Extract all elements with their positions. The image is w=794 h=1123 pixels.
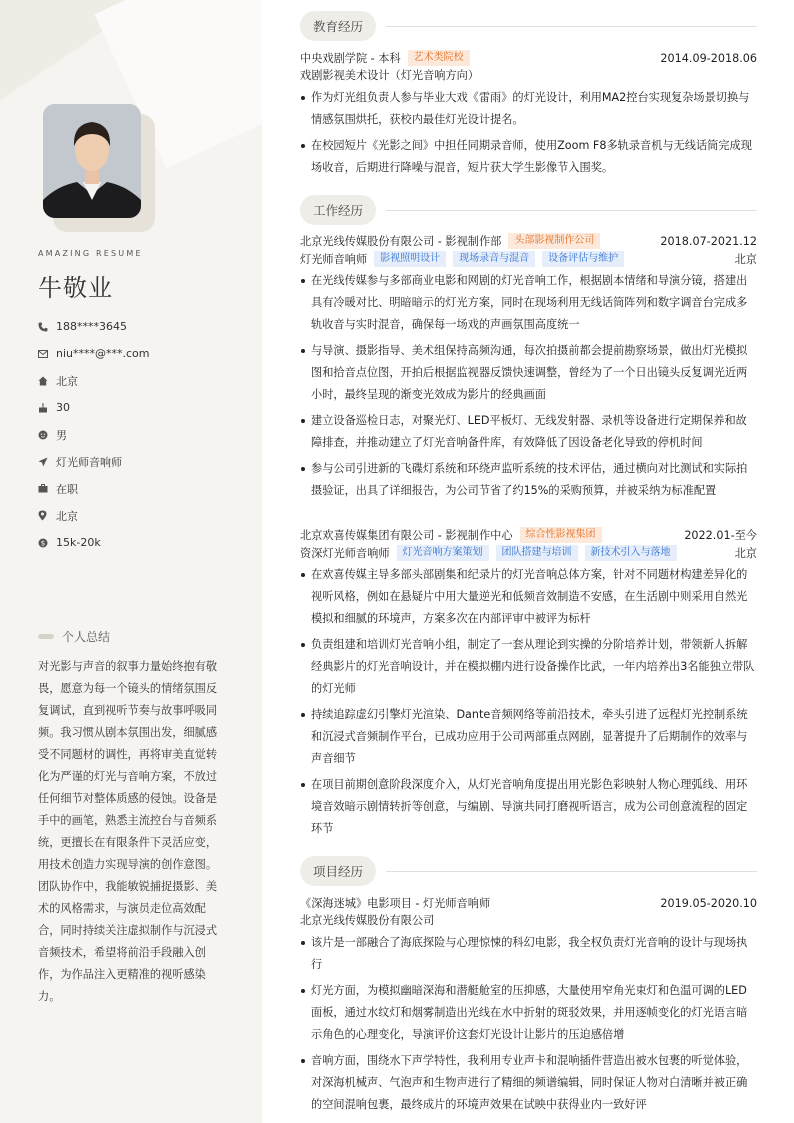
info-value: niu****@***.com (56, 347, 150, 360)
briefcase-icon (38, 484, 56, 493)
list-item: 负责组建和培训灯光音响小组，制定了一套从理论到实操的分阶培养计划，带领新人拆解经典影片的灯光音响设计，并在模拟棚内进行设备操作比武，一年内培养出3名能独立带队的灯光师 (300, 634, 757, 700)
work-city: 北京 (734, 547, 757, 560)
info-value: 在职 (56, 482, 78, 496)
work-city: 北京 (734, 253, 757, 266)
company-name: 北京欢喜传媒集团有限公司 - 影视制作中心 (300, 529, 513, 542)
skill-tag: 灯光音响方案策划 (397, 545, 489, 561)
school-badge: 艺术类院校 (408, 50, 470, 66)
list-item: 在项目前期创意阶段深度介入，从灯光音响角度提出用光影色彩映射人物心理弧线、用环境音效暗示剧情转折等创意，与编剧、导演共同打磨视听语言，成为公司创意流程的固定环节 (300, 774, 757, 840)
list-item: 在校园短片《光影之间》中担任同期录音师，使用Zoom F8多轨录音机与无线话筒完成现场收音，后期进行降噪与混音，短片获大学生影像节入围奖。 (300, 135, 757, 179)
major: 戏剧影视美术设计（灯光音响方向） (300, 69, 480, 82)
cake-icon (38, 403, 56, 413)
section-title: 教育经历 (300, 11, 376, 41)
heading-bar (38, 634, 54, 639)
school-name: 中央戏剧学院 - 本科 (300, 52, 401, 65)
project-company: 北京光线传媒股份有限公司 (300, 914, 435, 927)
info-value: 30 (56, 401, 70, 414)
list-item: 参与公司引进新的飞碟灯系统和环绕声监听系统的技术评估，通过横向对比测试和实际拍摄验证，出具了详细报告，为公司节省了约15%的采购预算，并被采纳为标准配置 (300, 458, 757, 502)
work-date: 2018.07-2021.12 (660, 234, 757, 248)
divider (386, 871, 757, 872)
divider (386, 26, 757, 27)
education-entry (300, 49, 757, 183)
list-item: 在光线传媒参与多部商业电影和网剧的灯光音响工作，根据剧本情绪和导演分镜，搭建出具有冷暖对比、明暗暗示的灯光方案，同时在现场利用无线话筒阵列和数字调音台完成多轨收音与实时混音，确保每一场戏的声画氛围高度统一 (300, 270, 757, 336)
list-item: 持续追踪虚幻引擎灯光渲染、Dante音频网络等前沿技术，牵头引进了远程灯光控制系统和沉浸式音频制作平台，已成功应用于公司两部重点网剧，显著提升了后期制作的效率与声音细节 (300, 704, 757, 770)
gender-icon (38, 430, 56, 440)
info-email (38, 340, 248, 367)
section-work-header (300, 195, 757, 225)
info-status (38, 475, 248, 502)
phone-icon (38, 322, 56, 332)
work-header-row (300, 232, 757, 250)
sidebar (0, 0, 262, 1123)
work-header-row (300, 526, 757, 544)
summary-text: 对光影与声音的叙事力量始终抱有敬畏，愿意为每一个镜头的情绪氛围反复调试，直到视听节奏与故事呼吸同频。我习惯从剧本氛围出发，细腻感受不同题材的调性，再将审美直觉转化为严谨的灯光与音响方案，不放过任何细节对整体质感的侵蚀。设备是手中的画笔，熟悉主流控台与音频系统，更擅长在有限条件下灵活应变，用技术创造力实现导演的创作意图。团队协作中，我能敏锐捕捉摄影、美术的风格需求，与演员走位高效配合，同时持续关注虚拟制作与沉浸式音频技术，希望将前沿手段融入创作，为作品注入更精准的视听感染力。 (38, 660, 218, 1003)
info-value: 北京 (56, 374, 78, 388)
info-value: 男 (56, 428, 67, 442)
project-date: 2019.05-2020.10 (660, 896, 757, 910)
work-role-row (300, 250, 757, 268)
svg-text:$: $ (40, 538, 46, 547)
candidate-name: 牛敬业 (38, 274, 113, 302)
list-item: 与导演、摄影指导、美术组保持高频沟通，每次拍摄前都会提前勘察场景，做出灯光模拟图和拾音点位图，开拍后根据监视器反馈快速调整，曾经为了一个日出镜头反复调光近两小时，最终呈现的渐变光效成为影片的经典画面 (300, 340, 757, 406)
info-city (38, 502, 248, 529)
education-bullets (300, 87, 757, 179)
info-salary (38, 529, 248, 556)
project-name: 《深海迷城》电影项目 - 灯光师音响师 (300, 897, 491, 910)
skill-tag: 新技术引入与落地 (585, 545, 677, 561)
list-item: 建立设备巡检日志，对聚光灯、LED平板灯、无线发射器、录机等设备进行定期保养和故障排查，并推动建立了灯光音响备件库，有效降低了因设备老化导致的停机时间 (300, 410, 757, 454)
list-item: 该片是一部融合了海底探险与心理惊悚的科幻电影，我全权负责灯光音响的设计与现场执行 (300, 932, 757, 976)
section-education-header (300, 11, 757, 41)
skill-tag: 现场录音与混音 (453, 251, 535, 267)
company-badge: 综合性影视集团 (520, 527, 602, 543)
project-bullets (300, 932, 757, 1116)
avatar (43, 104, 141, 218)
section-project-header (300, 856, 757, 886)
company-name: 北京光线传媒股份有限公司 - 影视制作部 (300, 235, 502, 248)
info-position (38, 448, 248, 475)
work-role-row (300, 544, 757, 562)
project-entry (300, 894, 757, 1120)
send-icon (38, 457, 56, 467)
work-entry (300, 526, 757, 844)
education-date: 2014.09-2018.06 (660, 51, 757, 65)
company-badge: 头部影视制作公司 (508, 233, 600, 249)
home-icon (38, 376, 56, 386)
section-title: 工作经历 (300, 195, 376, 225)
info-age (38, 394, 248, 421)
contact-info-list (38, 313, 248, 556)
list-item: 音响方面，围绕水下声学特性，我利用专业声卡和混响插件营造出被水包裹的听觉体验，对深海机械声、气泡声和生物声进行了精细的频谱编辑，同时保证人物对白清晰并被正确的空间混响包裹，最终成片的环境声效果在试映中获得业内一致好评 (300, 1050, 757, 1116)
location-pin-icon (38, 510, 56, 521)
person-portrait-icon (43, 104, 141, 218)
list-item: 作为灯光组负责人参与毕业大戏《雷雨》的灯光设计，利用MA2控台实现复杂场景切换与情感氛围烘托，获校内最佳灯光设计提名。 (300, 87, 757, 131)
salary-icon (38, 538, 56, 548)
list-item: 灯光方面，为模拟幽暗深海和潜艇舱室的压抑感，大量使用窄角光束灯和色温可调的LED面板，通过水纹灯和烟雾制造出光线在水中折射的斑驳效果，并用逐帧变化的灯光语言暗示角色的心理变化，导演评价这套灯光设计让影片的压迫感倍增 (300, 980, 757, 1046)
mail-icon (38, 350, 56, 358)
skill-tag: 设备评估与维护 (542, 251, 624, 267)
avatar-photo (43, 104, 141, 218)
info-gender (38, 421, 248, 448)
work-bullets (300, 564, 757, 840)
info-value: 188****3645 (56, 320, 127, 333)
role: 灯光师音响师 (300, 253, 368, 266)
summary-title: 个人总结 (62, 630, 111, 644)
skill-tag: 团队搭建与培训 (496, 545, 578, 561)
work-bullets (300, 270, 757, 502)
info-home (38, 367, 248, 394)
project-header-row (300, 894, 757, 912)
work-date: 2022.01-至今 (684, 529, 757, 542)
info-phone (38, 313, 248, 340)
summary-heading (38, 628, 110, 645)
list-item: 在欢喜传媒主导多部头部剧集和纪录片的灯光音响总体方案，针对不同题材构建差异化的视听风格，例如在悬疑片中用大量逆光和低频音效制造不安感，在生活剧中则采用自然光模拟和细腻的环境声，方案多次在内部评审中被评为标杆 (300, 564, 757, 630)
work-entry (300, 232, 757, 506)
info-value: 北京 (56, 509, 78, 523)
info-value: 灯光师音响师 (56, 455, 122, 469)
education-header-row (300, 49, 757, 67)
info-value: 15k-20k (56, 536, 101, 549)
section-title: 项目经历 (300, 856, 376, 886)
skill-tag: 影视照明设计 (374, 251, 446, 267)
role: 资深灯光师音响师 (300, 547, 390, 560)
divider (386, 210, 757, 211)
resume-tagline: AMAZING RESUME (38, 249, 143, 258)
